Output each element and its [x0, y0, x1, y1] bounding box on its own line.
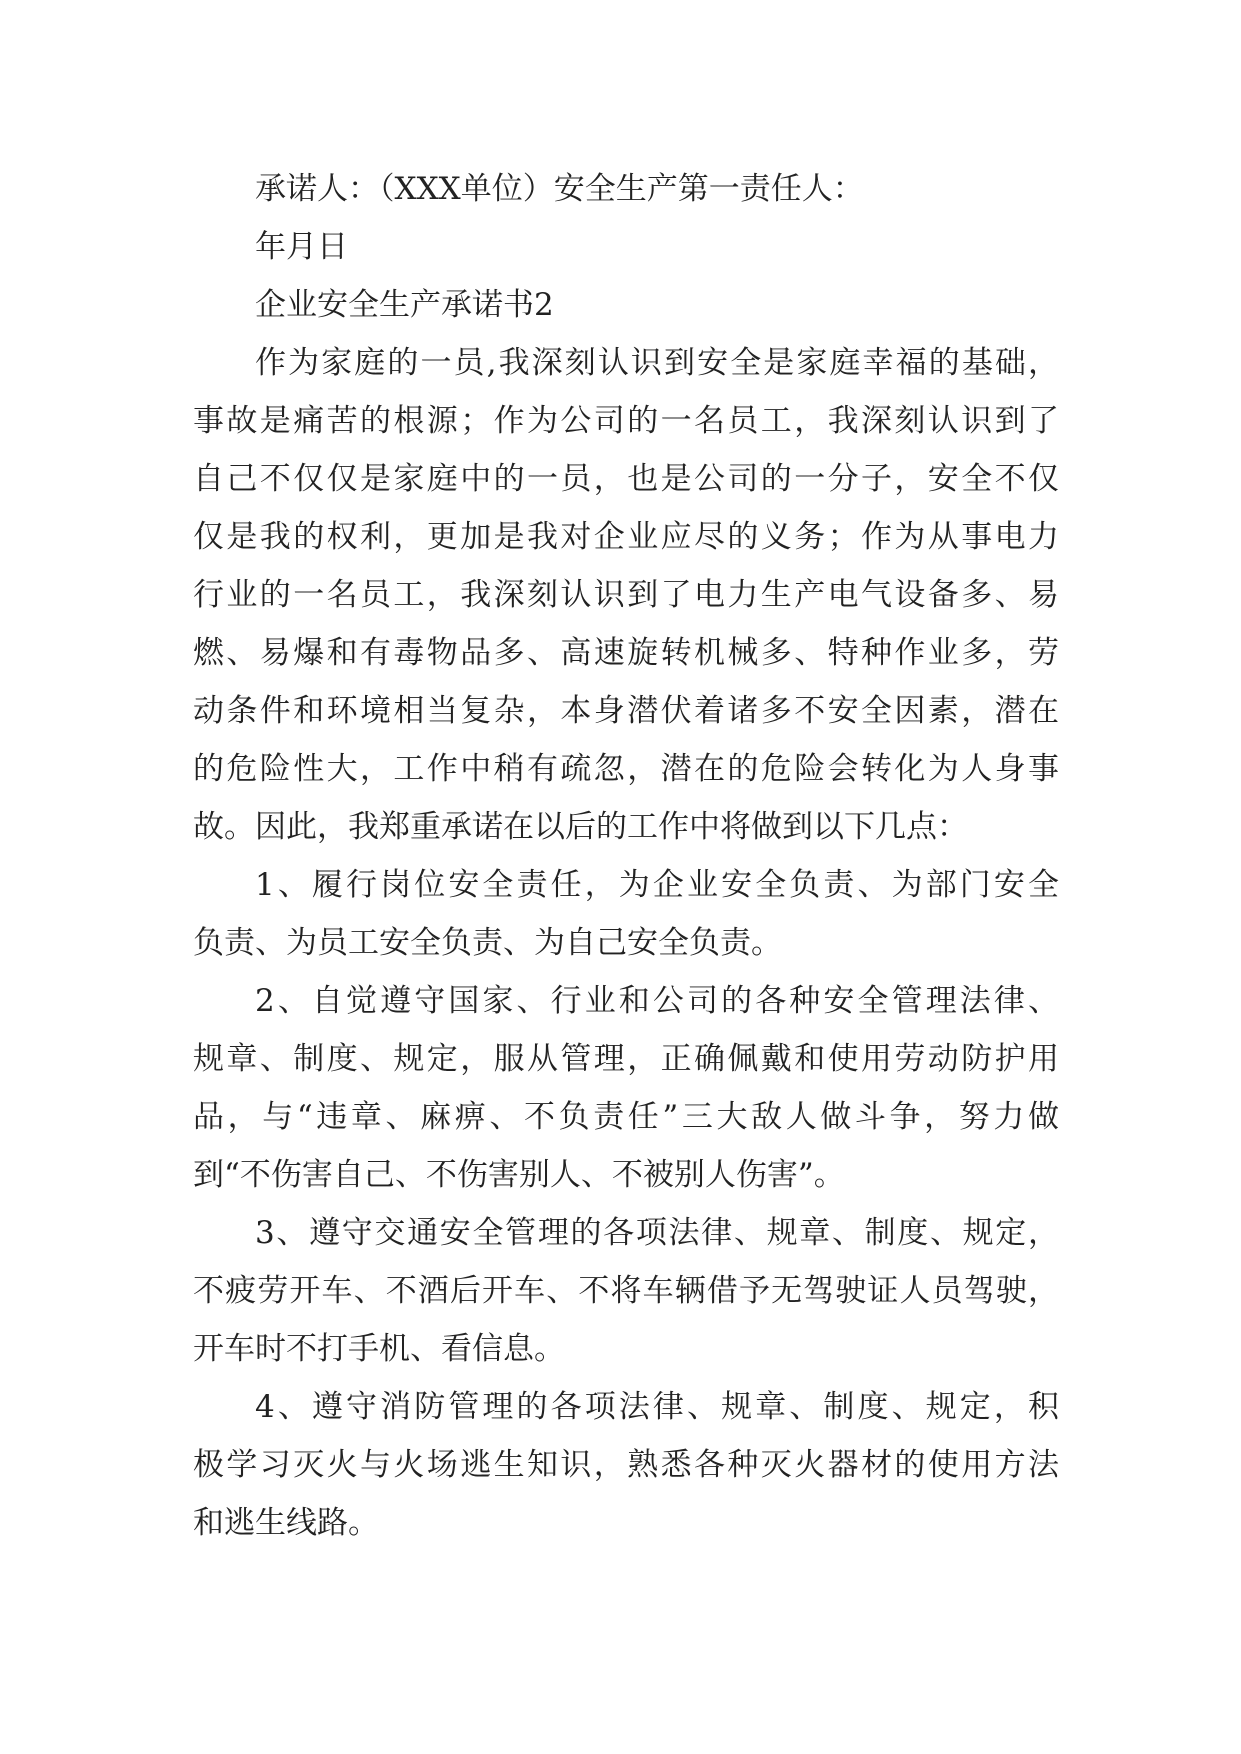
item-3-paragraph — [193, 1204, 1059, 1378]
item-2-line: 到“不伤害自己、不伤害别人、不被别人伤害”。 — [193, 1157, 845, 1193]
item-4-line: 和逃生线路。 — [193, 1505, 379, 1541]
item-4-paragraph — [193, 1378, 1059, 1552]
intro-line: 动条件和环境相当复杂，本身潜伏着诸多不安全因素，潜在 — [193, 693, 1059, 729]
item-1-paragraph — [193, 856, 1059, 972]
intro-line: 故。因此，我郑重承诺在以后的工作中将做到以下几点： — [193, 809, 968, 845]
item-4-line: 极学习灭火与火场逃生知识，熟悉各种灭火器材的使用方法 — [193, 1447, 1059, 1483]
intro-line: 仅是我的权利，更加是我对企业应尽的义务；作为从事电力 — [193, 519, 1059, 555]
intro-line: 事故是痛苦的根源；作为公司的一名员工，我深刻认识到了 — [193, 403, 1059, 439]
item-2-line: 2、自觉遵守国家、行业和公司的各种安全管理法律、 — [255, 983, 1059, 1019]
section-title: 企业安全生产承诺书2 — [255, 287, 554, 323]
item-2-paragraph — [193, 972, 1059, 1204]
item-2-line: 规章、制度、规定，服从管理，正确佩戴和使用劳动防护用 — [193, 1041, 1059, 1077]
intro-line: 的危险性大，工作中稍有疏忽，潜在的危险会转化为人身事 — [193, 751, 1059, 787]
item-3-line: 开车时不打手机、看信息。 — [193, 1331, 565, 1367]
item-1-line: 1、履行岗位安全责任，为企业安全负责、为部门安全 — [255, 867, 1059, 903]
intro-line: 行业的一名员工，我深刻认识到了电力生产电气设备多、易 — [193, 577, 1059, 613]
signer-line: 承诺人：（XXX单位）安全生产第一责任人： — [255, 171, 864, 207]
document-page — [193, 160, 1059, 1552]
intro-paragraph — [193, 334, 1059, 856]
intro-line: 自己不仅仅是家庭中的一员，也是公司的一分子，安全不仅 — [193, 461, 1059, 497]
item-4-line: 4、遵守消防管理的各项法律、规章、制度、规定，积 — [255, 1389, 1059, 1425]
item-3-line: 不疲劳开车、不酒后开车、不将车辆借予无驾驶证人员驾驶， — [193, 1273, 1059, 1309]
item-2-line: 品，与“违章、麻痹、不负责任”三大敌人做斗争，努力做 — [193, 1099, 1059, 1135]
intro-line: 燃、易爆和有毒物品多、高速旋转机械多、特种作业多，劳 — [193, 635, 1059, 671]
date-line: 年月日 — [255, 229, 348, 265]
intro-line: 作为家庭的一员,我深刻认识到安全是家庭幸福的基础， — [255, 345, 1059, 381]
item-1-line: 负责、为员工安全负责、为自己安全负责。 — [193, 925, 782, 961]
item-3-line: 3、遵守交通安全管理的各项法律、规章、制度、规定， — [255, 1215, 1059, 1251]
